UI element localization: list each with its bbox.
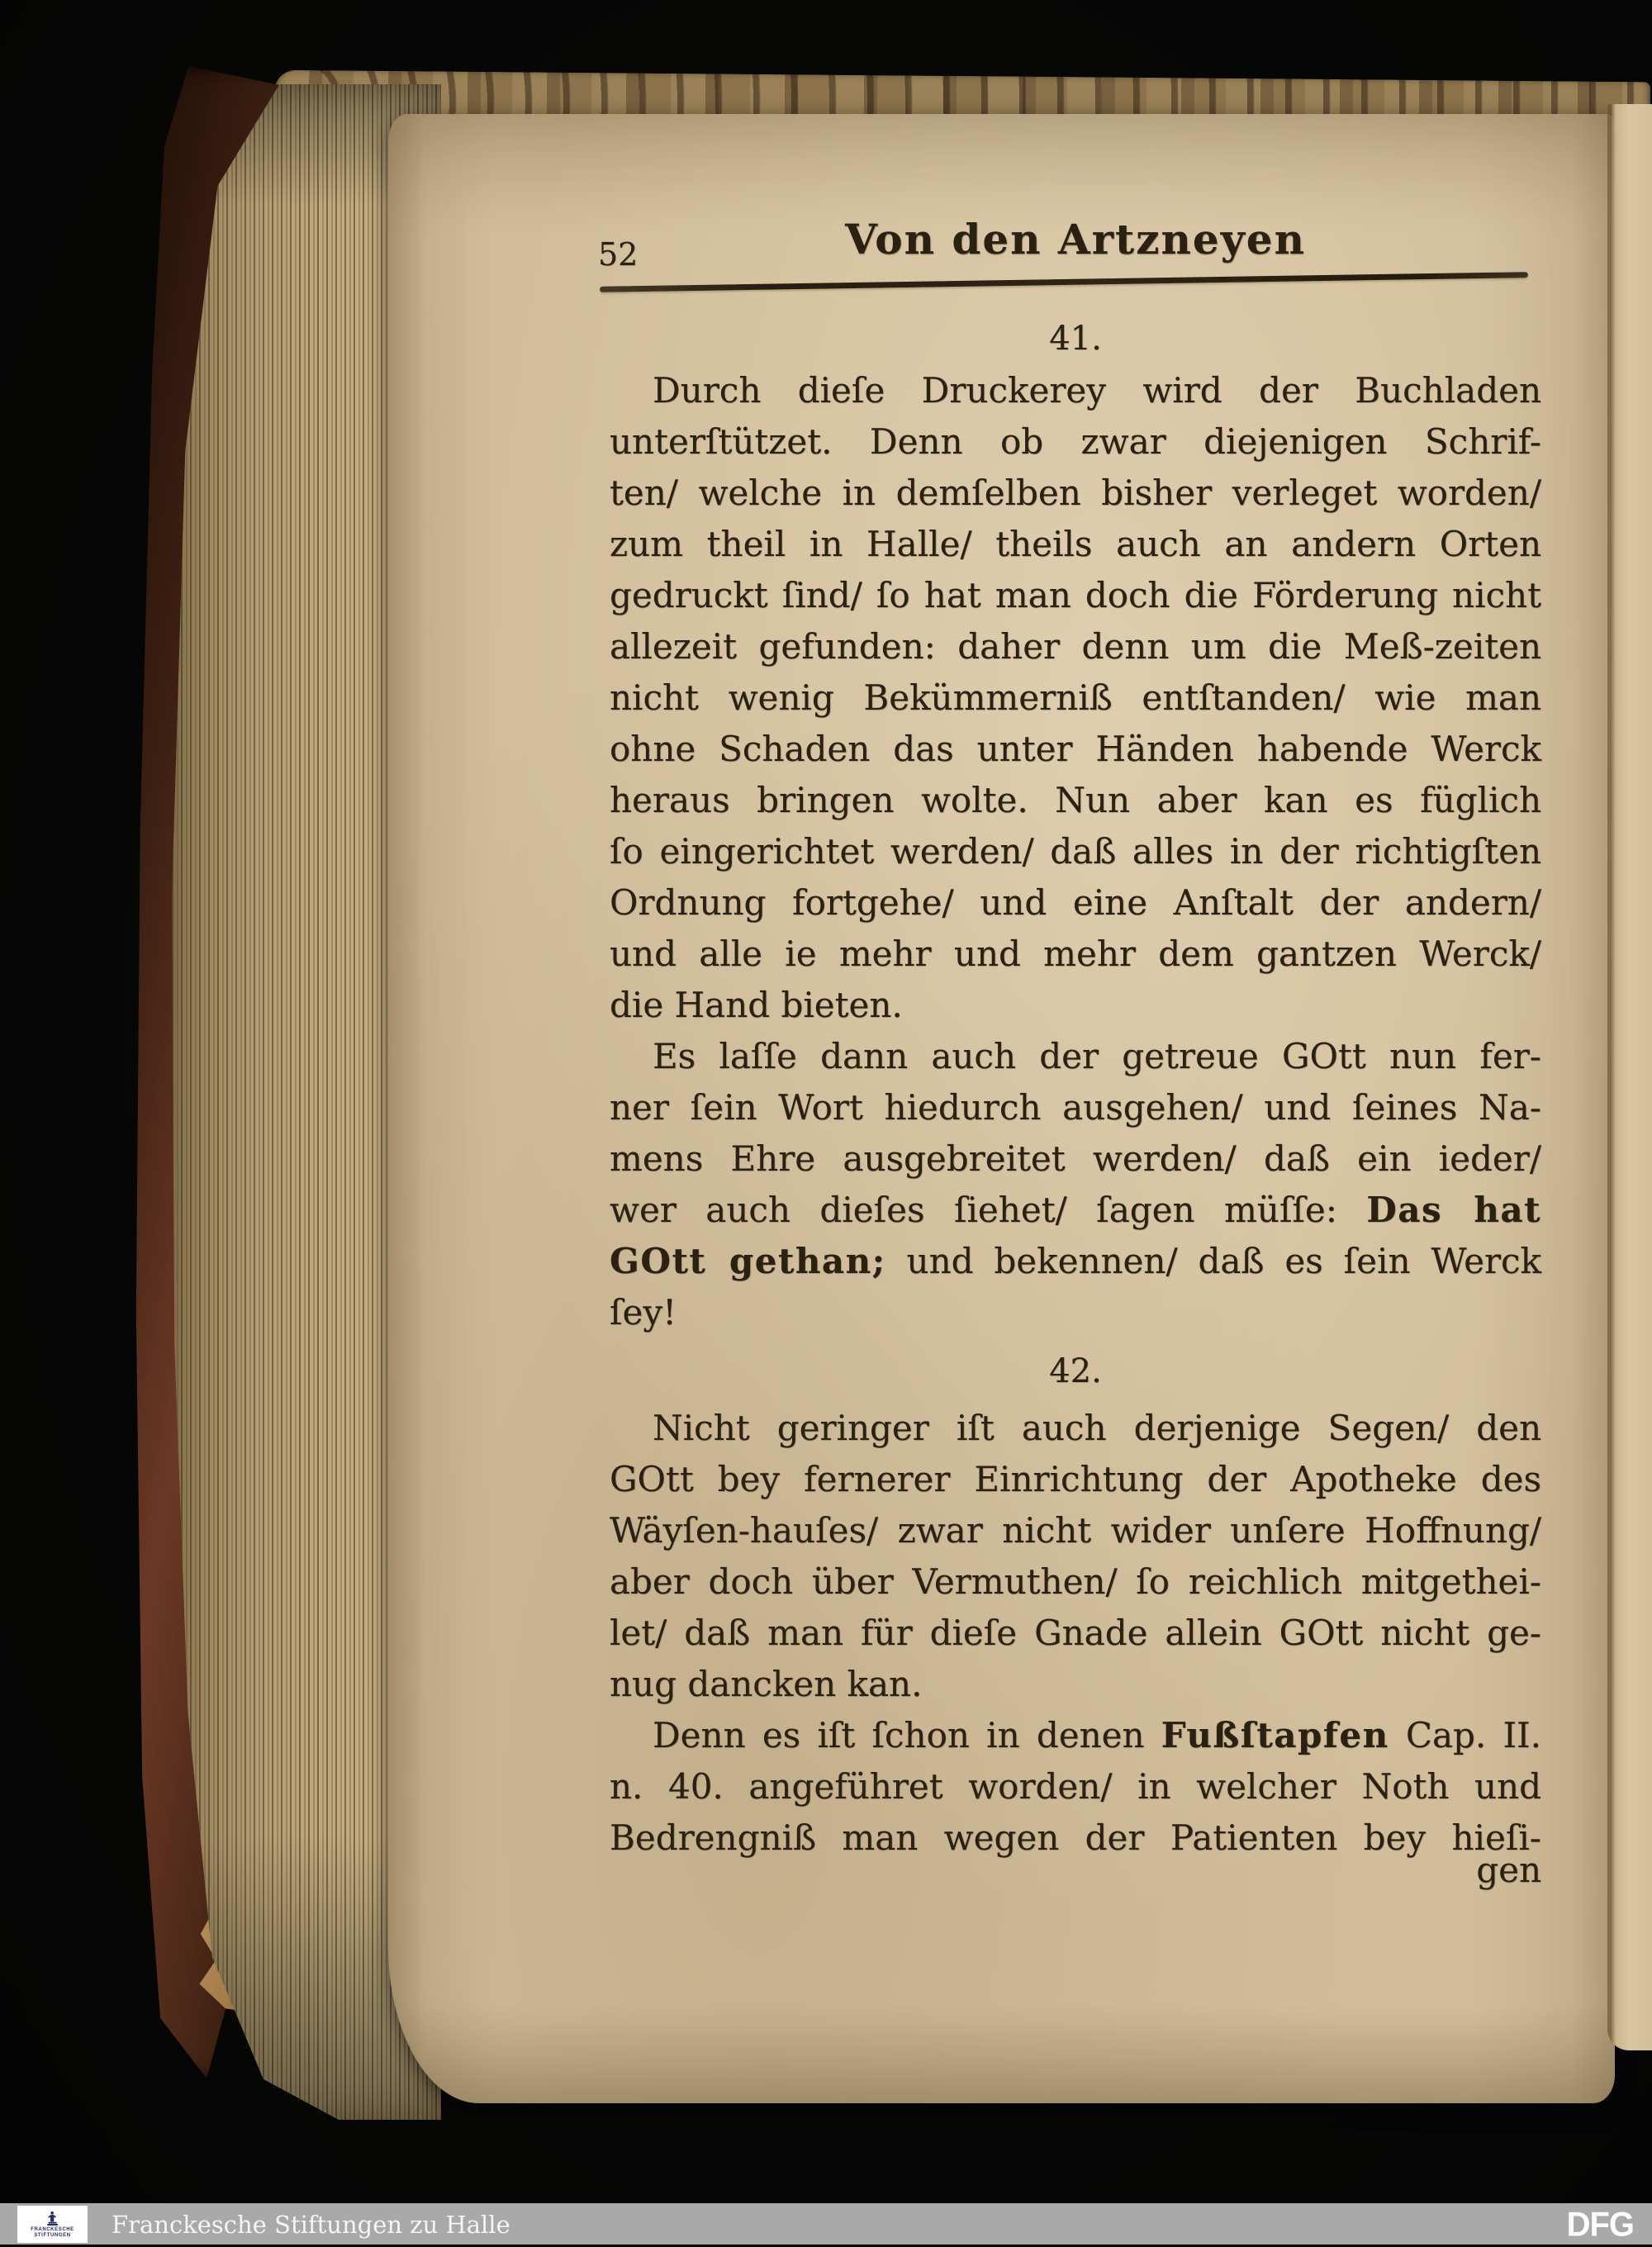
emphasized-text: GOtt gethan;: [610, 1241, 886, 1281]
paragraph: [610, 365, 1541, 1031]
text-line: [610, 1133, 1541, 1185]
paragraph: [610, 1710, 1541, 1864]
body-text: ſo eingerichtet werden/ daß alles in der richtigſten: [610, 831, 1541, 872]
dfg-logo: DFG: [1566, 2206, 1634, 2244]
franckesche-stiftungen-logo: [17, 2206, 88, 2243]
text-line: [610, 1031, 1541, 1082]
body-text: mens Ehre ausgebreitet werden/ daß ein ieder/: [610, 1138, 1541, 1179]
text-line: [610, 1287, 1541, 1338]
footer-bar: [0, 2203, 1652, 2245]
section-heading: 41.: [1049, 320, 1102, 358]
paragraph: [610, 1403, 1541, 1710]
body-text: Es laſſe dann auch der getreue GOtt nun fer-: [653, 1036, 1541, 1076]
text-line: [610, 1761, 1541, 1812]
text-line: [610, 1710, 1541, 1761]
body-text: ohne Schaden das unter Händen habende Werck: [610, 729, 1541, 769]
body-text: die Hand bieten.: [610, 985, 903, 1025]
text-line: [610, 1082, 1541, 1133]
logo-caption: [31, 2227, 74, 2238]
text-line: [610, 724, 1541, 775]
text-line: [610, 877, 1541, 929]
text-line: [610, 365, 1541, 416]
body-text: gedruckt ſind/ ſo hat man doch die Förderung nicht: [610, 575, 1541, 615]
text-line: [610, 1454, 1541, 1505]
emphasized-text: Das hat: [1366, 1190, 1541, 1230]
text-line: [610, 519, 1541, 570]
text-line: [610, 1556, 1541, 1608]
francke-monument-icon: [45, 2211, 61, 2227]
gutter-facing-page: [1607, 104, 1652, 2050]
text-line: [610, 929, 1541, 980]
text-line: [610, 826, 1541, 877]
page-number: 52: [598, 236, 638, 273]
text-block: [610, 312, 1541, 1864]
body-text: Nicht geringer iſt auch derjenige Segen/ den: [653, 1408, 1541, 1448]
body-text: GOtt bey fernerer Einrichtung der Apotheke des: [610, 1459, 1541, 1499]
body-text: allezeit gefunden: daher denn um die Meß-zeiten: [610, 626, 1541, 667]
logo-caption-line1: FRANCKESCHE: [31, 2227, 74, 2232]
body-text: Durch dieſe Druckerey wird der Buchladen: [653, 370, 1541, 411]
body-text: Denn es iſt ſchon in denen: [653, 1715, 1161, 1755]
text-line: [610, 1608, 1541, 1659]
institution-name: Franckesche Stiftungen zu Halle: [112, 2211, 510, 2239]
body-text: nicht wenig Bekümmerniß entſtanden/ wie man: [610, 677, 1541, 718]
text-line: [610, 1403, 1541, 1454]
catchword: gen: [1476, 1850, 1541, 1890]
body-text: und alle ie mehr und mehr dem gantzen Werck/: [610, 933, 1541, 974]
text-line: [610, 1236, 1541, 1287]
text-line: [610, 775, 1541, 826]
text-line: [610, 980, 1541, 1031]
text-line: [610, 570, 1541, 621]
emphasized-text: Fußſtapfen: [1161, 1715, 1389, 1755]
body-text: ten/ welche in demſelben bisher verleget worden/: [610, 473, 1541, 513]
text-line: [610, 621, 1541, 672]
text-line: [610, 1659, 1541, 1710]
body-text: nug dancken kan.: [610, 1664, 923, 1704]
paragraph: [610, 1031, 1541, 1338]
body-text: Ordnung fortgehe/ und eine Anſtalt der andern/: [610, 882, 1541, 923]
body-text: n. 40. angeführet worden/ in welcher Noth und: [610, 1766, 1541, 1807]
body-text: heraus bringen wolte. Nun aber kan es füglich: [610, 780, 1541, 820]
text-line: [610, 416, 1541, 468]
body-text: ſey!: [610, 1292, 677, 1333]
body-text: ner ſein Wort hiedurch ausgehen/ und ſeines Na-: [610, 1087, 1541, 1128]
running-header: Von den Artzneyen: [845, 215, 1306, 264]
body-text: wer auch dieſes ſiehet/ ſagen müſſe:: [610, 1190, 1367, 1230]
book-page: [388, 114, 1615, 2103]
text-line: [610, 1505, 1541, 1556]
section-heading: 42.: [1049, 1352, 1102, 1390]
body-text: aber doch über Vermuthen/ ſo reichlich mitgethei-: [610, 1561, 1541, 1602]
logo-caption-line2: STIFTUNGEN: [34, 2232, 71, 2238]
body-text: Wäyſen-hauſes/ zwar nicht wider unſere Hoffnung/: [610, 1510, 1541, 1551]
body-text: zum theil in Halle/ theils auch an andern Orten: [610, 524, 1541, 564]
header-rule: [600, 272, 1528, 292]
text-line: [610, 672, 1541, 724]
text-line: [610, 468, 1541, 519]
body-text: und bekennen/ daß es ſein Werck: [885, 1241, 1542, 1281]
text-line: [610, 1185, 1541, 1236]
body-text: Bedrengniß man wegen der Patienten bey hieſi-: [610, 1817, 1541, 1858]
body-text: Cap. II.: [1389, 1715, 1541, 1755]
body-text: unterſtützet. Denn ob zwar diejenigen Schrif-: [610, 421, 1541, 462]
body-text: let/ daß man für dieſe Gnade allein GOtt nicht ge-: [610, 1613, 1541, 1653]
